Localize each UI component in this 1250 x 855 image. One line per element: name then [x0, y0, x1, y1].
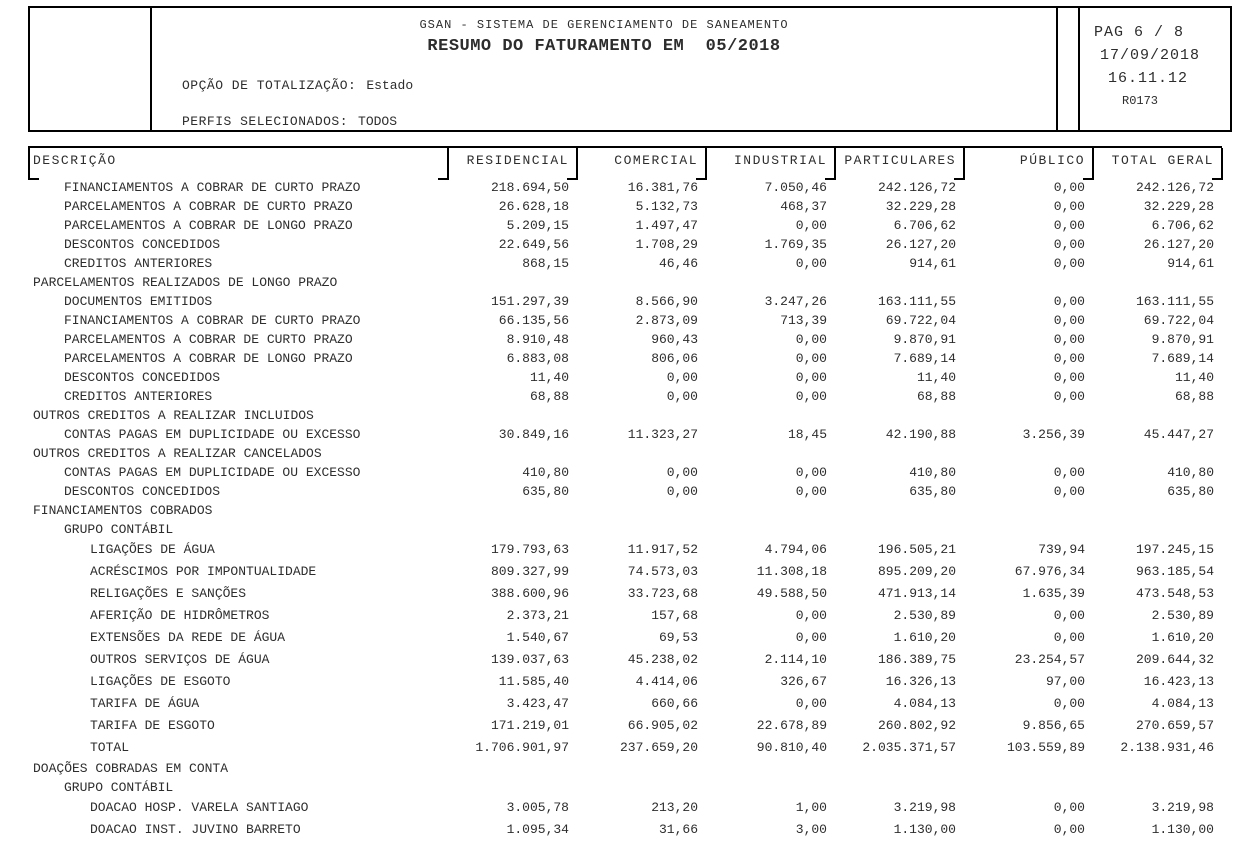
row-value: 9.870,91: [893, 332, 956, 347]
row-value: 0,00: [795, 484, 827, 499]
table-body: [28, 178, 1222, 841]
table-row: [28, 463, 1222, 482]
report-title: RESUMO DO FATURAMENTO EM 05/2018: [427, 37, 781, 56]
row-value: [448, 520, 577, 539]
row-value: 1.769,35: [764, 237, 827, 252]
row-value: 31,66: [658, 822, 698, 837]
row-value: 2.138.931,46: [1120, 740, 1214, 755]
table-row: [28, 254, 1222, 273]
row-value: 1.708,29: [635, 237, 698, 252]
row-value: 2.530,89: [893, 608, 956, 623]
column-header-industrial: INDUSTRIAL: [706, 148, 835, 174]
row-value: 0,00: [1053, 180, 1085, 195]
row-value: 0,00: [795, 332, 827, 347]
row-value: [835, 778, 964, 797]
row-label: TOTAL: [90, 740, 130, 755]
header-spacer: [1058, 8, 1080, 130]
table-row: [28, 482, 1222, 501]
row-value: 0,00: [1053, 351, 1085, 366]
row-value: 26.127,20: [885, 237, 956, 252]
row-value: 0,00: [795, 218, 827, 233]
row-value: 895.209,20: [877, 564, 956, 579]
row-label: TARIFA DE ÁGUA: [90, 696, 200, 711]
section-header-row: [28, 501, 1222, 520]
row-value: 0,00: [1053, 294, 1085, 309]
row-value: 18,45: [787, 427, 827, 442]
row-value: 3.219,98: [893, 800, 956, 815]
row-value: 157,68: [651, 608, 698, 623]
row-label: AFERIÇÃO DE HIDRÔMETROS: [90, 608, 270, 623]
row-value: [448, 778, 577, 797]
row-value: 1.610,20: [893, 630, 956, 645]
row-value: 179.793,63: [490, 542, 569, 557]
row-value: 3.256,39: [1022, 427, 1085, 442]
row-value: 8.910,48: [506, 332, 569, 347]
row-value: 186.389,75: [877, 652, 956, 667]
row-value: [448, 501, 577, 520]
row-value: [1093, 273, 1222, 292]
row-value: [835, 520, 964, 539]
row-value: 22.649,56: [498, 237, 569, 252]
row-value: 868,15: [522, 256, 569, 271]
row-value: 960,43: [651, 332, 698, 347]
row-value: 3.247,26: [764, 294, 827, 309]
table-row: [28, 235, 1222, 254]
row-value: 260.802,92: [877, 718, 956, 733]
profiles-label: PERFIS SELECIONADOS:: [182, 114, 349, 129]
system-title: GSAN - SISTEMA DE GERENCIAMENTO DE SANEAMENTO: [419, 18, 789, 32]
page-number: PAG 6 / 8: [1094, 24, 1185, 41]
report-date: 17/09/2018: [1100, 47, 1201, 64]
row-value: 7.689,14: [1151, 351, 1214, 366]
row-value: [835, 759, 964, 778]
row-value: [835, 406, 964, 425]
row-value: 32.229,28: [1143, 199, 1214, 214]
row-value: 213,20: [651, 800, 698, 815]
row-label: EXTENSÕES DA REDE DE ÁGUA: [90, 630, 286, 645]
row-value: 11.323,27: [627, 427, 698, 442]
row-value: [835, 273, 964, 292]
section-header-row: [28, 520, 1222, 539]
row-value: [706, 501, 835, 520]
totalization-value: Estado: [366, 78, 414, 93]
row-label: CREDITOS ANTERIORES: [64, 256, 213, 271]
row-label: OUTROS CREDITOS A REALIZAR CANCELADOS: [33, 446, 322, 461]
row-value: [1093, 778, 1222, 797]
row-value: 49.588,50: [756, 586, 827, 601]
row-value: 66.905,02: [627, 718, 698, 733]
row-value: 3.423,47: [506, 696, 569, 711]
row-value: 1.130,00: [893, 822, 956, 837]
row-label: PARCELAMENTOS A COBRAR DE CURTO PRAZO: [64, 332, 353, 347]
report-time: 16.11.12: [1108, 70, 1189, 87]
table-row: [28, 737, 1222, 759]
row-value: 0,00: [1053, 313, 1085, 328]
row-label: PARCELAMENTOS A COBRAR DE LONGO PRAZO: [64, 218, 353, 233]
row-value: 16.423,13: [1143, 674, 1214, 689]
row-value: 0,00: [1053, 800, 1085, 815]
row-value: 0,00: [795, 370, 827, 385]
row-value: 32.229,28: [885, 199, 956, 214]
row-label: DESCONTOS CONCEDIDOS: [64, 370, 221, 385]
row-value: [1093, 406, 1222, 425]
row-value: 3,00: [795, 822, 827, 837]
row-value: 0,00: [1053, 370, 1085, 385]
row-value: 388.600,96: [490, 586, 569, 601]
row-value: 11,40: [529, 370, 569, 385]
row-value: [448, 444, 577, 463]
row-value: 151.297,39: [490, 294, 569, 309]
row-value: 635,80: [909, 484, 956, 499]
row-value: 5.132,73: [635, 199, 698, 214]
row-value: [577, 501, 706, 520]
row-value: 0,00: [1053, 199, 1085, 214]
row-value: 6.706,62: [1151, 218, 1214, 233]
row-value: 410,80: [1167, 465, 1214, 480]
row-value: 68,88: [916, 389, 956, 404]
row-value: 197.245,15: [1135, 542, 1214, 557]
row-value: 0,00: [795, 256, 827, 271]
row-label: DESCONTOS CONCEDIDOS: [64, 484, 221, 499]
row-value: [835, 501, 964, 520]
table-row: [28, 178, 1222, 197]
row-value: 45.447,27: [1143, 427, 1214, 442]
logo-placeholder: [30, 8, 152, 130]
row-label: DOCUMENTOS EMITIDOS: [64, 294, 213, 309]
row-value: 4.084,13: [893, 696, 956, 711]
row-value: 0,00: [795, 630, 827, 645]
section-header-row: [28, 406, 1222, 425]
row-value: 5.209,15: [506, 218, 569, 233]
column-header-descricao: DESCRIÇÃO: [28, 148, 448, 174]
row-value: 1.706.901,97: [475, 740, 569, 755]
row-value: 16.326,13: [885, 674, 956, 689]
row-value: [706, 520, 835, 539]
row-value: 1,00: [795, 800, 827, 815]
row-value: 4.414,06: [635, 674, 698, 689]
row-label: DOACAO HOSP. VARELA SANTIAGO: [90, 800, 309, 815]
row-value: 0,00: [1053, 608, 1085, 623]
row-value: 42.190,88: [885, 427, 956, 442]
row-value: 0,00: [666, 465, 698, 480]
row-label: LIGAÇÕES DE ÁGUA: [90, 542, 215, 557]
row-value: 171.219,01: [490, 718, 569, 733]
row-label: DOACAO INST. JUVINO BARRETO: [90, 822, 301, 837]
row-value: 914,61: [909, 256, 956, 271]
row-value: 635,80: [522, 484, 569, 499]
table-row: [28, 715, 1222, 737]
row-value: [964, 444, 1093, 463]
table-row: [28, 819, 1222, 841]
row-value: 139.037,63: [490, 652, 569, 667]
column-header-p-blico: PÚBLICO: [964, 148, 1093, 174]
report-header-main: [152, 8, 1058, 130]
row-value: 103.559,89: [1006, 740, 1085, 755]
row-value: [448, 273, 577, 292]
row-value: 196.505,21: [877, 542, 956, 557]
row-value: [706, 273, 835, 292]
row-value: 163.111,55: [1135, 294, 1214, 309]
row-value: 1.095,34: [506, 822, 569, 837]
row-value: 326,67: [780, 674, 827, 689]
row-value: 7.689,14: [893, 351, 956, 366]
row-value: 0,00: [666, 484, 698, 499]
row-label: LIGAÇÕES DE ESGOTO: [90, 674, 231, 689]
row-label: CREDITOS ANTERIORES: [64, 389, 213, 404]
row-value: 3.005,78: [506, 800, 569, 815]
row-value: 713,39: [780, 313, 827, 328]
table-row: [28, 797, 1222, 819]
row-value: 66.135,56: [498, 313, 569, 328]
row-value: [964, 520, 1093, 539]
row-value: [577, 759, 706, 778]
row-value: 0,00: [1053, 332, 1085, 347]
row-value: 0,00: [1053, 256, 1085, 271]
row-label: FINANCIAMENTOS A COBRAR DE CURTO PRAZO: [64, 180, 361, 195]
row-value: 0,00: [795, 696, 827, 711]
profiles-line: [182, 114, 397, 129]
row-value: 2.373,21: [506, 608, 569, 623]
row-value: 68,88: [1174, 389, 1214, 404]
report-code: R0173: [1122, 94, 1159, 108]
totalization-label: OPÇÃO DE TOTALIZAÇÃO:: [182, 78, 357, 93]
row-label: OUTROS CREDITOS A REALIZAR INCLUIDOS: [33, 408, 314, 423]
row-value: 4.794,06: [764, 542, 827, 557]
row-value: [706, 778, 835, 797]
row-value: 0,00: [1053, 630, 1085, 645]
row-value: 270.659,57: [1135, 718, 1214, 733]
row-value: 0,00: [1053, 218, 1085, 233]
row-value: 11.585,40: [498, 674, 569, 689]
row-value: 0,00: [1053, 484, 1085, 499]
row-value: 209.644,32: [1135, 652, 1214, 667]
row-label: GRUPO CONTÁBIL: [64, 522, 174, 537]
row-label: PARCELAMENTOS REALIZADOS DE LONGO PRAZO: [33, 275, 338, 290]
row-label: CONTAS PAGAS EM DUPLICIDADE OU EXCESSO: [64, 427, 361, 442]
row-value: [835, 444, 964, 463]
column-header-comercial: COMERCIAL: [577, 148, 706, 174]
row-value: 67.976,34: [1014, 564, 1085, 579]
row-value: [964, 406, 1093, 425]
row-value: 0,00: [795, 608, 827, 623]
table-row: [28, 583, 1222, 605]
row-value: 1.610,20: [1151, 630, 1214, 645]
section-header-row: [28, 778, 1222, 797]
table-row: [28, 539, 1222, 561]
row-value: [577, 273, 706, 292]
row-value: 163.111,55: [877, 294, 956, 309]
row-value: [706, 406, 835, 425]
row-value: 11.917,52: [627, 542, 698, 557]
section-header-row: [28, 759, 1222, 778]
row-value: 1.635,39: [1022, 586, 1085, 601]
table-row: [28, 425, 1222, 444]
row-value: 0,00: [1053, 465, 1085, 480]
row-value: 68,88: [529, 389, 569, 404]
row-value: [706, 444, 835, 463]
row-value: 46,46: [658, 256, 698, 271]
row-value: 33.723,68: [627, 586, 698, 601]
table-row: [28, 349, 1222, 368]
table-row: [28, 197, 1222, 216]
row-value: [1093, 759, 1222, 778]
row-value: 0,00: [1053, 696, 1085, 711]
table-row: [28, 216, 1222, 235]
row-value: 218.694,50: [490, 180, 569, 195]
row-value: [448, 759, 577, 778]
row-value: [1093, 520, 1222, 539]
row-label: TARIFA DE ESGOTO: [90, 718, 215, 733]
row-value: 9.870,91: [1151, 332, 1214, 347]
column-header-particulares: PARTICULARES: [835, 148, 964, 174]
row-value: 26.127,20: [1143, 237, 1214, 252]
row-value: 26.628,18: [498, 199, 569, 214]
row-value: 4.084,13: [1151, 696, 1214, 711]
row-value: 468,37: [780, 199, 827, 214]
row-value: 3.219,98: [1151, 800, 1214, 815]
row-value: 22.678,89: [756, 718, 827, 733]
row-value: 473.548,53: [1135, 586, 1214, 601]
row-value: [577, 778, 706, 797]
column-header-total-geral: TOTAL GERAL: [1093, 148, 1222, 174]
row-value: 2.873,09: [635, 313, 698, 328]
row-value: 7.050,46: [764, 180, 827, 195]
table-row: [28, 671, 1222, 693]
row-value: 2.114,10: [764, 652, 827, 667]
row-value: [964, 273, 1093, 292]
row-value: 11,40: [1174, 370, 1214, 385]
row-value: 69,53: [658, 630, 698, 645]
row-value: 914,61: [1167, 256, 1214, 271]
row-value: 74.573,03: [627, 564, 698, 579]
row-label: FINANCIAMENTOS COBRADOS: [33, 503, 213, 518]
row-value: 0,00: [795, 465, 827, 480]
row-value: 0,00: [666, 370, 698, 385]
table-row: [28, 605, 1222, 627]
row-value: 90.810,40: [756, 740, 827, 755]
table-row: [28, 387, 1222, 406]
row-value: 739,94: [1038, 542, 1085, 557]
row-value: 11,40: [916, 370, 956, 385]
row-value: [1093, 501, 1222, 520]
row-value: 471.913,14: [877, 586, 956, 601]
row-value: 242.126,72: [877, 180, 956, 195]
row-value: 0,00: [666, 389, 698, 404]
row-value: 69.722,04: [885, 313, 956, 328]
table-row: [28, 311, 1222, 330]
row-label: OUTROS SERVIÇOS DE ÁGUA: [90, 652, 270, 667]
row-value: [706, 759, 835, 778]
row-value: 410,80: [909, 465, 956, 480]
row-value: [448, 406, 577, 425]
row-value: 806,06: [651, 351, 698, 366]
row-value: 809.327,99: [490, 564, 569, 579]
row-value: [964, 501, 1093, 520]
row-value: 0,00: [795, 389, 827, 404]
row-value: 45.238,02: [627, 652, 698, 667]
row-value: 0,00: [1053, 822, 1085, 837]
row-label: FINANCIAMENTOS A COBRAR DE CURTO PRAZO: [64, 313, 361, 328]
row-value: 410,80: [522, 465, 569, 480]
totalization-line: [182, 78, 413, 93]
table-header-row: [28, 146, 1222, 174]
report-header: [28, 6, 1232, 132]
table-row: [28, 627, 1222, 649]
row-value: 23.254,57: [1014, 652, 1085, 667]
row-value: [964, 759, 1093, 778]
row-value: 9.856,65: [1022, 718, 1085, 733]
row-value: 2.035.371,57: [862, 740, 956, 755]
row-value: 30.849,16: [498, 427, 569, 442]
profiles-value: TODOS: [358, 114, 398, 129]
row-value: [577, 444, 706, 463]
section-header-row: [28, 444, 1222, 463]
row-value: 242.126,72: [1135, 180, 1214, 195]
row-value: 1.497,47: [635, 218, 698, 233]
page-info-box: [1080, 8, 1230, 130]
row-value: 660,66: [651, 696, 698, 711]
table-row: [28, 292, 1222, 311]
row-value: [964, 778, 1093, 797]
table-row: [28, 693, 1222, 715]
row-value: [577, 520, 706, 539]
table-row: [28, 649, 1222, 671]
row-label: RELIGAÇÕES E SANÇÕES: [90, 586, 247, 601]
row-label: PARCELAMENTOS A COBRAR DE CURTO PRAZO: [64, 199, 353, 214]
billing-summary-table: [28, 146, 1222, 841]
row-value: 1.130,00: [1151, 822, 1214, 837]
table-row: [28, 368, 1222, 387]
row-value: 635,80: [1167, 484, 1214, 499]
row-value: 8.566,90: [635, 294, 698, 309]
row-value: 69.722,04: [1143, 313, 1214, 328]
row-value: 963.185,54: [1135, 564, 1214, 579]
row-value: 97,00: [1045, 674, 1085, 689]
row-value: 6.883,08: [506, 351, 569, 366]
row-value: 0,00: [795, 351, 827, 366]
row-label: ACRÉSCIMOS POR IMPONTUALIDADE: [90, 564, 317, 579]
row-value: 1.540,67: [506, 630, 569, 645]
row-value: 16.381,76: [627, 180, 698, 195]
row-label: PARCELAMENTOS A COBRAR DE LONGO PRAZO: [64, 351, 353, 366]
row-value: 2.530,89: [1151, 608, 1214, 623]
row-label: GRUPO CONTÁBIL: [64, 780, 174, 795]
row-value: 11.308,18: [756, 564, 827, 579]
row-label: CONTAS PAGAS EM DUPLICIDADE OU EXCESSO: [64, 465, 361, 480]
row-value: 237.659,20: [619, 740, 698, 755]
row-value: 6.706,62: [893, 218, 956, 233]
row-label: DOAÇÕES COBRADAS EM CONTA: [33, 761, 229, 776]
section-header-row: [28, 273, 1222, 292]
row-value: [577, 406, 706, 425]
table-row: [28, 330, 1222, 349]
column-header-residencial: RESIDENCIAL: [448, 148, 577, 174]
table-row: [28, 561, 1222, 583]
row-value: 0,00: [1053, 237, 1085, 252]
row-value: 0,00: [1053, 389, 1085, 404]
row-label: DESCONTOS CONCEDIDOS: [64, 237, 221, 252]
row-value: [1093, 444, 1222, 463]
